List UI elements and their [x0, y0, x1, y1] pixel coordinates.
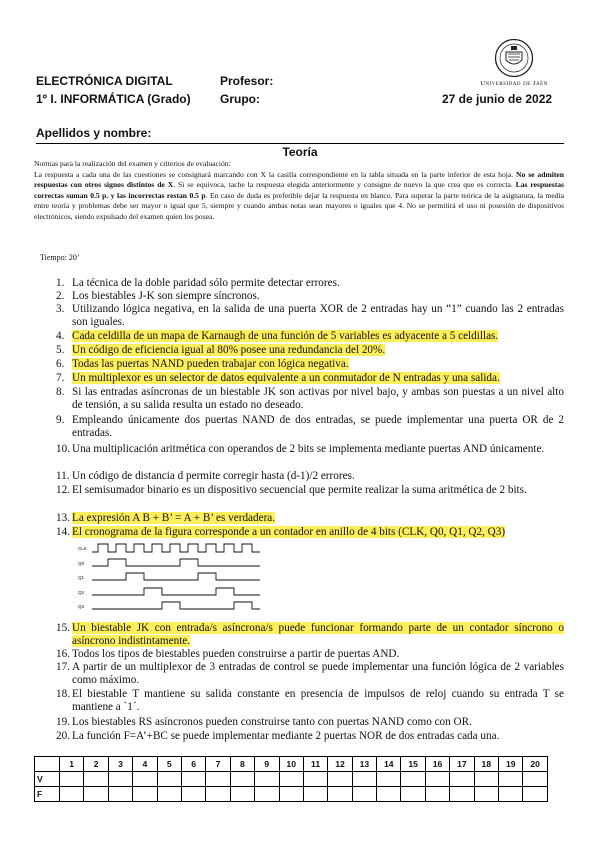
exam-date: 27 de junio de 2022 [442, 92, 553, 106]
question-5: 5. Un código de eficiencia igual al 80% posee una redundancia del 20%. [56, 344, 386, 356]
subject-title: ELECTRÓNICA DIGITAL [36, 74, 173, 88]
answer-cell[interactable] [133, 772, 157, 787]
question-3: 3. Utilizando lógica negativa, en la salida de una puerta XOR de 2 entradas hay un “1” cuando las 2 entradas son iguales. [56, 303, 564, 328]
answer-cell[interactable] [474, 787, 498, 802]
answer-cell[interactable] [279, 772, 303, 787]
professor-label: Profesor: [220, 74, 274, 88]
col-header: 16 [425, 757, 449, 772]
timing-label-q3: Q3 [78, 604, 85, 609]
timing-label-clk: CLK [78, 546, 87, 551]
answer-cell[interactable] [157, 787, 181, 802]
question-12: 12. El semisumador binario es un dispositivo secuencial que permite realizar la suma aritmética de 2 bits. [56, 484, 527, 496]
col-header: 19 [499, 757, 523, 772]
answer-cell[interactable] [84, 787, 108, 802]
answer-cell[interactable] [84, 772, 108, 787]
group-label: Grupo: [220, 92, 260, 106]
answer-cell[interactable] [60, 772, 84, 787]
col-header: 1 [60, 757, 84, 772]
question-19: 19. Los biestables RS asíncronos pueden construirse tanto con puertas NAND como con OR. [56, 716, 472, 728]
answer-cell[interactable] [181, 787, 205, 802]
header-divider [36, 143, 564, 144]
answer-cell[interactable] [133, 787, 157, 802]
answer-cell[interactable] [352, 787, 376, 802]
question-1: 1. La técnica de la doble paridad sólo permite detectar errores. [56, 277, 340, 289]
col-header: 13 [352, 757, 376, 772]
q0-waveform [92, 559, 260, 566]
answer-cell[interactable] [303, 787, 327, 802]
answer-cell[interactable] [425, 787, 449, 802]
col-header: 12 [328, 757, 352, 772]
answer-table [34, 756, 548, 802]
answer-cell[interactable] [523, 787, 547, 802]
university-name: Universidad de Jaén [480, 80, 548, 87]
question-16: 16. Todos los tipos de biestables pueden construirse a partir de puertas AND. [56, 648, 400, 660]
answer-cell[interactable] [303, 772, 327, 787]
timing-label-q2: Q2 [78, 590, 85, 595]
answer-cell[interactable] [255, 787, 279, 802]
university-seal-icon [494, 38, 534, 78]
answer-cell[interactable] [181, 772, 205, 787]
answer-cell[interactable] [206, 772, 230, 787]
answer-cell[interactable] [450, 772, 474, 787]
answer-cell[interactable] [108, 787, 132, 802]
timing-label-q1: Q1 [78, 575, 85, 580]
answer-cell[interactable] [523, 772, 547, 787]
rules-text: La respuesta a cada una de las cuestiones se consignará marcando con X la casilla correspondiente en la tabla situada en la parte inferior de esta hoja. No se admiten respuestas con otros signos distintos de X. Si se equivoca, tache la respuesta elegida anteriormente y consigne de nuevo la que crea que es correcta. Las respuestas correctas suman 0.5 p. y las incorrectas restan 0.5 p. En caso de duda es preferible dejar la respuesta en blanco. Para superar la parte teórica de la asignatura, la media entre teoría y problemas debe ser mayor o igual que 5, siempre y cuando ambas notas sean mayores o iguales que 4. No se permitirá el uso ni posesión de dispositivos electrónicos, siendo expulsado del examen quien los posea. [34, 170, 564, 221]
col-header: 17 [450, 757, 474, 772]
answer-cell[interactable] [401, 787, 425, 802]
question-8: 8. Si las entradas asíncronas de un biestable JK son activas por nivel bajo, y ambas son puestas a un nivel alto de tensión, a su salida resulta un estado no deseado. [56, 386, 564, 411]
answer-cell[interactable] [255, 772, 279, 787]
rules-heading: Normas para la realización del examen y criterios de evaluación: [34, 159, 231, 168]
question-7: 7. Un multiplexor es un selector de datos equivalente a un conmutador de N entradas y una salida. [56, 372, 500, 384]
question-17: 17. A partir de un multiplexor de 3 entradas de control se puede implementar una función lógica de 2 variables como máximo. [56, 661, 564, 686]
question-10: 10. Una multiplicación aritmética con operandos de 2 bits se implementa mediante puertas AND únicamente. [56, 443, 545, 455]
col-header: 2 [84, 757, 108, 772]
q3-waveform [92, 602, 260, 609]
question-4: 4. Cada celdilla de un mapa de Karnaugh de una función de 5 variables es adyacente a 5 celdillas. [56, 330, 499, 342]
clk-waveform [92, 544, 260, 552]
col-header: 20 [523, 757, 547, 772]
col-header: 14 [377, 757, 401, 772]
answer-cell[interactable] [450, 787, 474, 802]
answer-cell[interactable] [206, 787, 230, 802]
course-title: 1º I. INFORMÁTICA (Grado) [36, 92, 191, 106]
row-label-v: V [35, 772, 60, 787]
col-header: 15 [401, 757, 425, 772]
answer-cell[interactable] [108, 772, 132, 787]
col-header: 9 [255, 757, 279, 772]
question-20: 20. La función F=A’+BC se puede implementar mediante 2 puertas NOR de dos entradas cada una. [56, 730, 500, 742]
answer-cell[interactable] [230, 787, 254, 802]
question-11: 11. Un código de distancia d permite corregir hasta (d-1)/2 errores. [56, 470, 355, 482]
question-14: 14. El cronograma de la figura corresponde a un contador en anillo de 4 bits (CLK, Q0, Q1, Q2, Q3) [56, 526, 506, 538]
timing-label-q0: Q0 [78, 561, 85, 566]
row-label-f: F [35, 787, 60, 802]
col-header: 6 [181, 757, 205, 772]
answer-cell[interactable] [352, 772, 376, 787]
q1-waveform [92, 573, 260, 580]
answer-cell[interactable] [425, 772, 449, 787]
question-13: 13. La expresión A B + B’ = A + B’ es verdadera. [56, 512, 276, 524]
question-9: 9. Empleando únicamente dos puertas NAND de dos entradas, se puede implementar una puerta OR de 2 entradas. [56, 414, 564, 439]
time-limit: Tiempo: 20’ [40, 253, 80, 262]
name-label: Apellidos y nombre: [36, 126, 152, 140]
answer-cell[interactable] [60, 787, 84, 802]
answer-cell[interactable] [328, 772, 352, 787]
answer-cell[interactable] [499, 772, 523, 787]
answer-header-row [35, 757, 548, 772]
answer-cell[interactable] [474, 772, 498, 787]
question-18: 18. El biestable T mantiene su salida constante en presencia de impulsos de reloj cuando su entrada T se mantiene a `1´. [56, 688, 564, 713]
col-header: 10 [279, 757, 303, 772]
answer-cell[interactable] [377, 772, 401, 787]
answer-cell[interactable] [230, 772, 254, 787]
col-header: 4 [133, 757, 157, 772]
answer-cell[interactable] [499, 787, 523, 802]
col-header: 11 [303, 757, 327, 772]
answer-cell[interactable] [279, 787, 303, 802]
col-header: 3 [108, 757, 132, 772]
question-2: 2. Los biestables J-K son siempre síncronos. [56, 290, 260, 302]
col-header: 8 [230, 757, 254, 772]
col-header: 18 [474, 757, 498, 772]
answer-cell[interactable] [157, 772, 181, 787]
answer-cell[interactable] [328, 787, 352, 802]
q2-waveform [92, 588, 260, 595]
section-title: Teoría [282, 145, 318, 159]
question-15: 15. Un biestable JK con entrada/s asíncrona/s puede funcionar formando parte de un contador síncrono o asíncrono indistintamente. [56, 622, 564, 647]
answer-cell[interactable] [401, 772, 425, 787]
timing-diagram [78, 542, 268, 614]
answer-cell[interactable] [377, 787, 401, 802]
answer-row-f [35, 787, 548, 802]
col-header: 5 [157, 757, 181, 772]
question-6: 6. Todas las puertas NAND pueden trabajar con lógica negativa. [56, 358, 349, 370]
answer-row-v [35, 772, 548, 787]
answer-corner-cell [35, 757, 60, 772]
col-header: 7 [206, 757, 230, 772]
